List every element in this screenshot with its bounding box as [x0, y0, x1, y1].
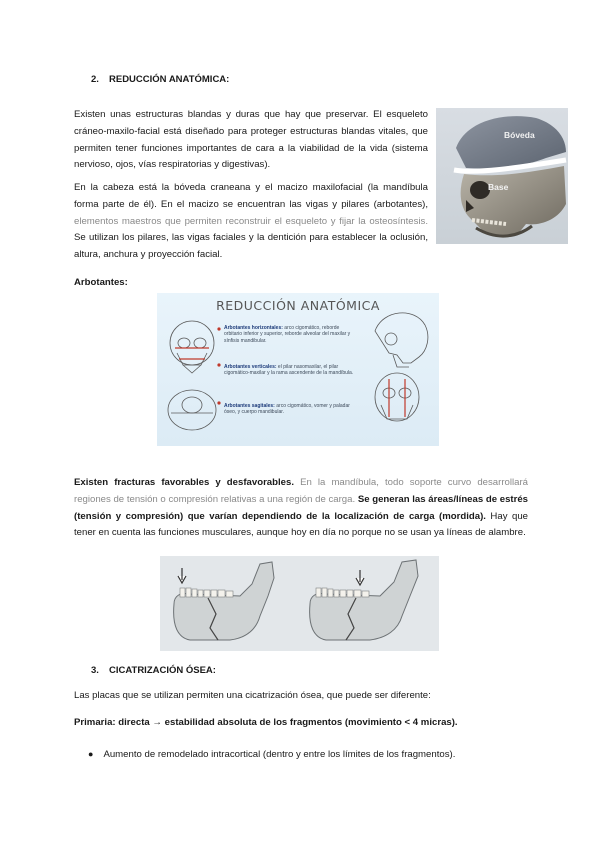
paragraph-plates: Las placas que se utilizan permiten una cicatrización ósea, que puede ser diferente:	[74, 690, 431, 701]
slide-bullet-sagittal-lead: Arbotantes sagitales:	[224, 403, 275, 409]
mandible-fracture-figure	[160, 556, 439, 651]
paragraph-fractures-rest: Hay que tener en cuenta las funciones musculares, aunque hoy en día no porque no se usan ya líneas de alambre.	[74, 510, 528, 539]
slide-bullet-list	[224, 325, 354, 421]
slide-bullet-vertical	[224, 364, 354, 398]
paragraph-structures: Existen unas estructuras blandas y duras que hay que preservar. El esqueleto cráneo-maxilo-facial está diseñado para proteger estructuras blandas vitales, que permiten tener funciones importantes de cara a la viabilidad de la vida (sistema nervioso, ojos, vías respiratorias y digestivas).	[74, 109, 428, 171]
section-3-heading	[91, 665, 216, 676]
bullet-dot-icon: ●	[88, 749, 94, 759]
mandible-illustrations	[160, 556, 439, 651]
slide-bullet-horizontal-lead: Arbotantes horizontales:	[224, 325, 283, 331]
slide-bullet-sagittal	[224, 403, 354, 416]
bullet-remodeling-text: Aumento de remodelado intracortical (dentro y entre los límites de los fragmentos).	[103, 749, 456, 760]
skull-vault-base-photo	[436, 108, 568, 244]
slide-bullet-vertical-text: el pilar nasomaxilar, el pilar cigomático-maxilar y la rama ascendente de la mandíbula.	[224, 364, 354, 377]
base-label: Base	[488, 182, 509, 192]
slide-bullet-sagittal-text: arco cigomático, vomer y paladar óseo, y cuerpo mandibular.	[224, 403, 350, 416]
paragraph-fractures	[74, 475, 528, 542]
section-2-number: 2.	[91, 74, 99, 85]
paragraph-skull-parts-b: Se utilizan los pilares, las vigas faciales y la dentición para establecer la oclusión, altura, anchura y proyección facial.	[74, 232, 428, 261]
section-2-title: REDUCCIÓN ANATÓMICA:	[109, 74, 230, 85]
paragraph-skull-parts	[74, 180, 428, 264]
section-2-heading	[91, 74, 229, 85]
paragraph-fractures-bold2: Se generan las áreas/líneas de estrés (tensión y compresión) que varían dependiendo de la localización de carga (mordida).	[74, 493, 528, 522]
section-3-number: 3.	[91, 665, 99, 676]
paragraph-skull-parts-grey: elementos maestros que permiten reconstruir el esqueleto y fijar la osteosíntesis.	[74, 215, 428, 227]
paragraph-skull-parts-a: En la cabeza está la bóveda craneana y el macizo maxilofacial (la mandíbula forma parte de él). En el macizo se encuentran las vigas y pilares (arbotantes),	[74, 182, 428, 210]
arbotantes-label: Arbotantes:	[74, 277, 128, 288]
slide-title: REDUCCIÓN ANATÓMICA	[216, 298, 380, 313]
skull-illustration	[436, 108, 568, 244]
paragraph-fractures-bold: Existen fracturas favorables y desfavorables.	[74, 477, 295, 488]
slide-bullet-horizontal-text: arco cigomático, reborde orbitario inferior y superior, reborde alveolar del maxilar y sínfisis mandibular.	[224, 325, 351, 344]
bullet-remodeling	[88, 746, 528, 764]
section-3-title: CICATRIZACIÓN ÓSEA:	[109, 665, 216, 676]
slide-bullet-vertical-lead: Arbotantes verticales:	[224, 364, 277, 370]
paragraph-fractures-grey: En la mandíbula, todo soporte curvo desarrollará regiones de tensión o compresión relativas a una región de carga.	[74, 477, 528, 505]
slide-bullet-horizontal	[224, 325, 354, 359]
paragraph-primary-healing: Primaria: directa → estabilidad absoluta de los fragmentos (movimiento < 4 micras).	[74, 717, 458, 728]
reduccion-anatomica-slide	[157, 293, 439, 446]
vault-label: Bóveda	[504, 130, 535, 140]
